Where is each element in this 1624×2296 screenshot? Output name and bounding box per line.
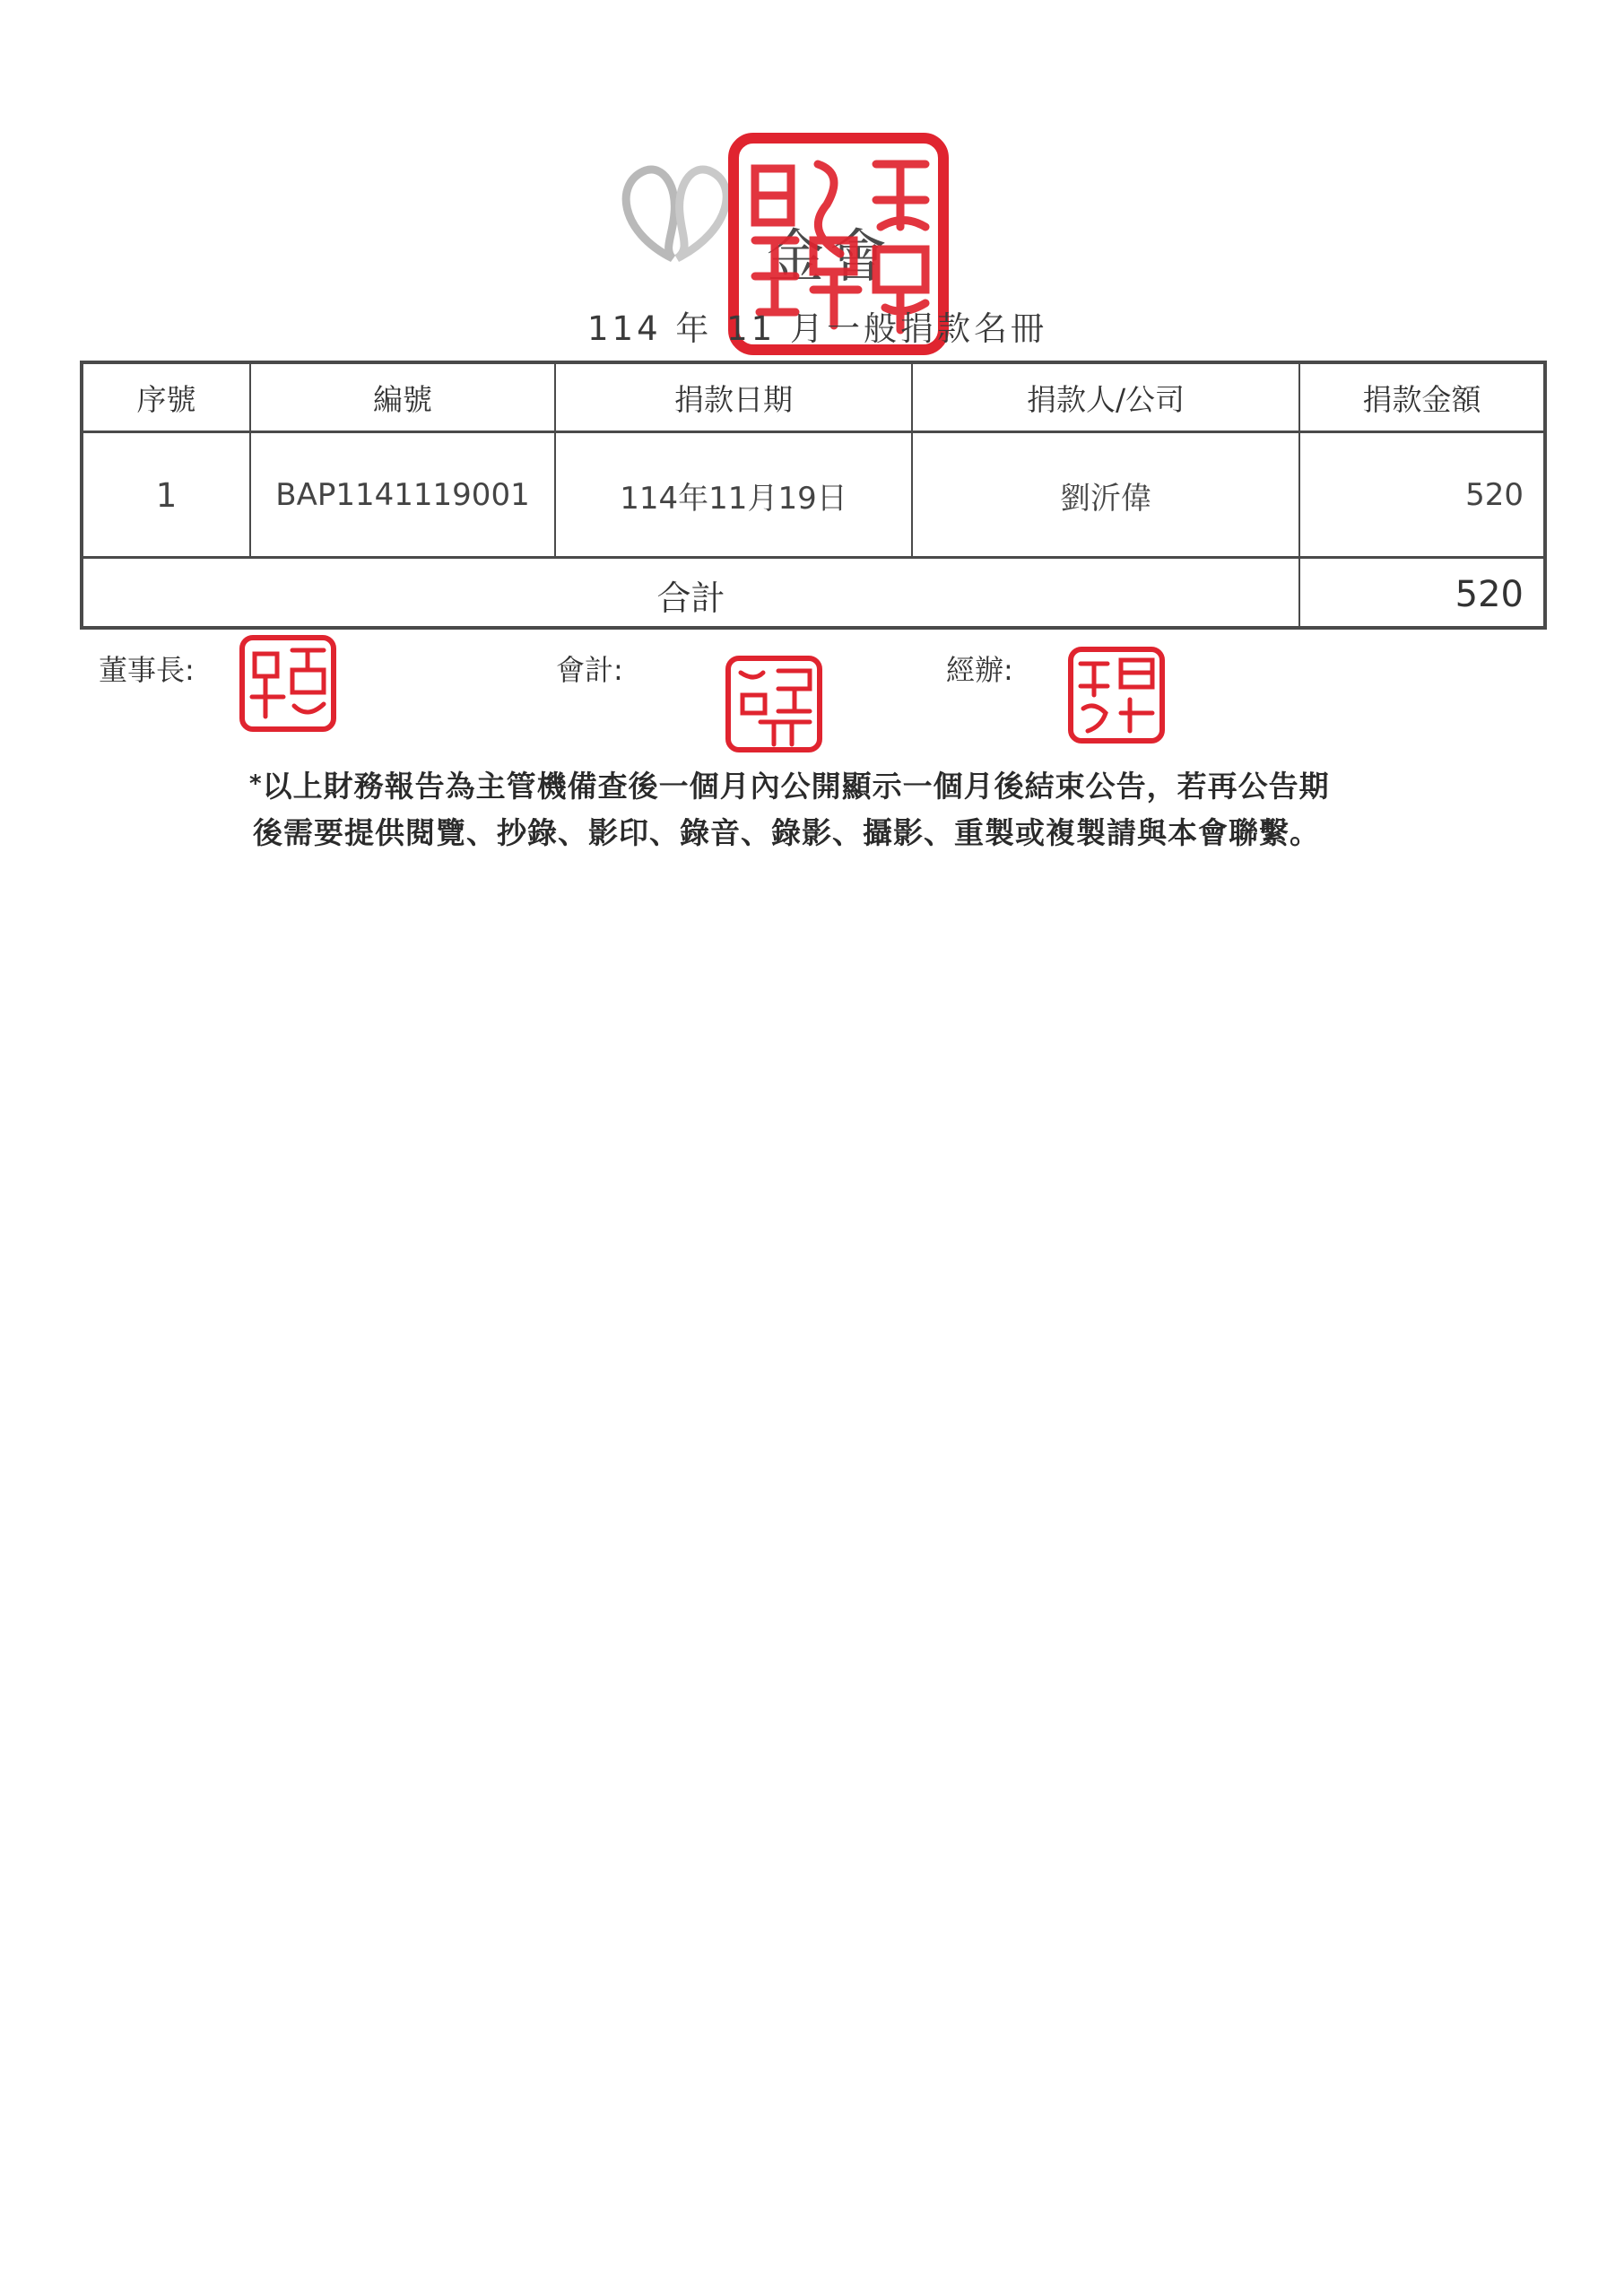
row-code: BAP1141119001 (275, 477, 530, 513)
footnote-marker: * (249, 770, 263, 797)
chairman-label: 董事長: (99, 653, 195, 687)
footnote-line-1 (249, 769, 1330, 804)
row-donor: 劉沂偉 (1060, 480, 1151, 517)
row-seq: 1 (155, 475, 178, 515)
column-header-donor: 捐款人/公司 (1026, 381, 1185, 417)
disclosure-footnote (249, 761, 1415, 857)
handler-seal-stamp (1067, 646, 1166, 744)
footnote-line-1-text: 以上財務報告為主管機備查後一個月內公開顯示一個月後結束公告，若再公告期 (262, 769, 1330, 804)
column-header-amount: 捐款金額 (1362, 381, 1481, 417)
donation-table (80, 361, 1547, 630)
total-label: 合計 (656, 578, 725, 618)
foundation-logo (610, 160, 744, 267)
chairman-seal-stamp (239, 634, 337, 733)
row-date: 114年11月19日 (620, 480, 847, 517)
column-header-date: 捐款日期 (674, 381, 793, 417)
accountant-label: 會計: (556, 653, 623, 687)
handler-label: 經辦: (946, 653, 1013, 687)
organization-name: 金會 (767, 224, 892, 291)
column-header-seq: 序號 (136, 381, 196, 417)
footnote-line-2: 後需要提供閱覽、抄錄、影印、錄音、錄影、攝影、重製或複製請與本會聯繫。 (253, 815, 1320, 850)
document-title: 114 年 11 月一般捐款名冊 (587, 309, 1047, 348)
accountant-seal-stamp (725, 655, 823, 753)
total-amount: 520 (1455, 574, 1524, 615)
row-amount: 520 (1465, 477, 1524, 513)
column-header-code: 編號 (373, 381, 432, 417)
